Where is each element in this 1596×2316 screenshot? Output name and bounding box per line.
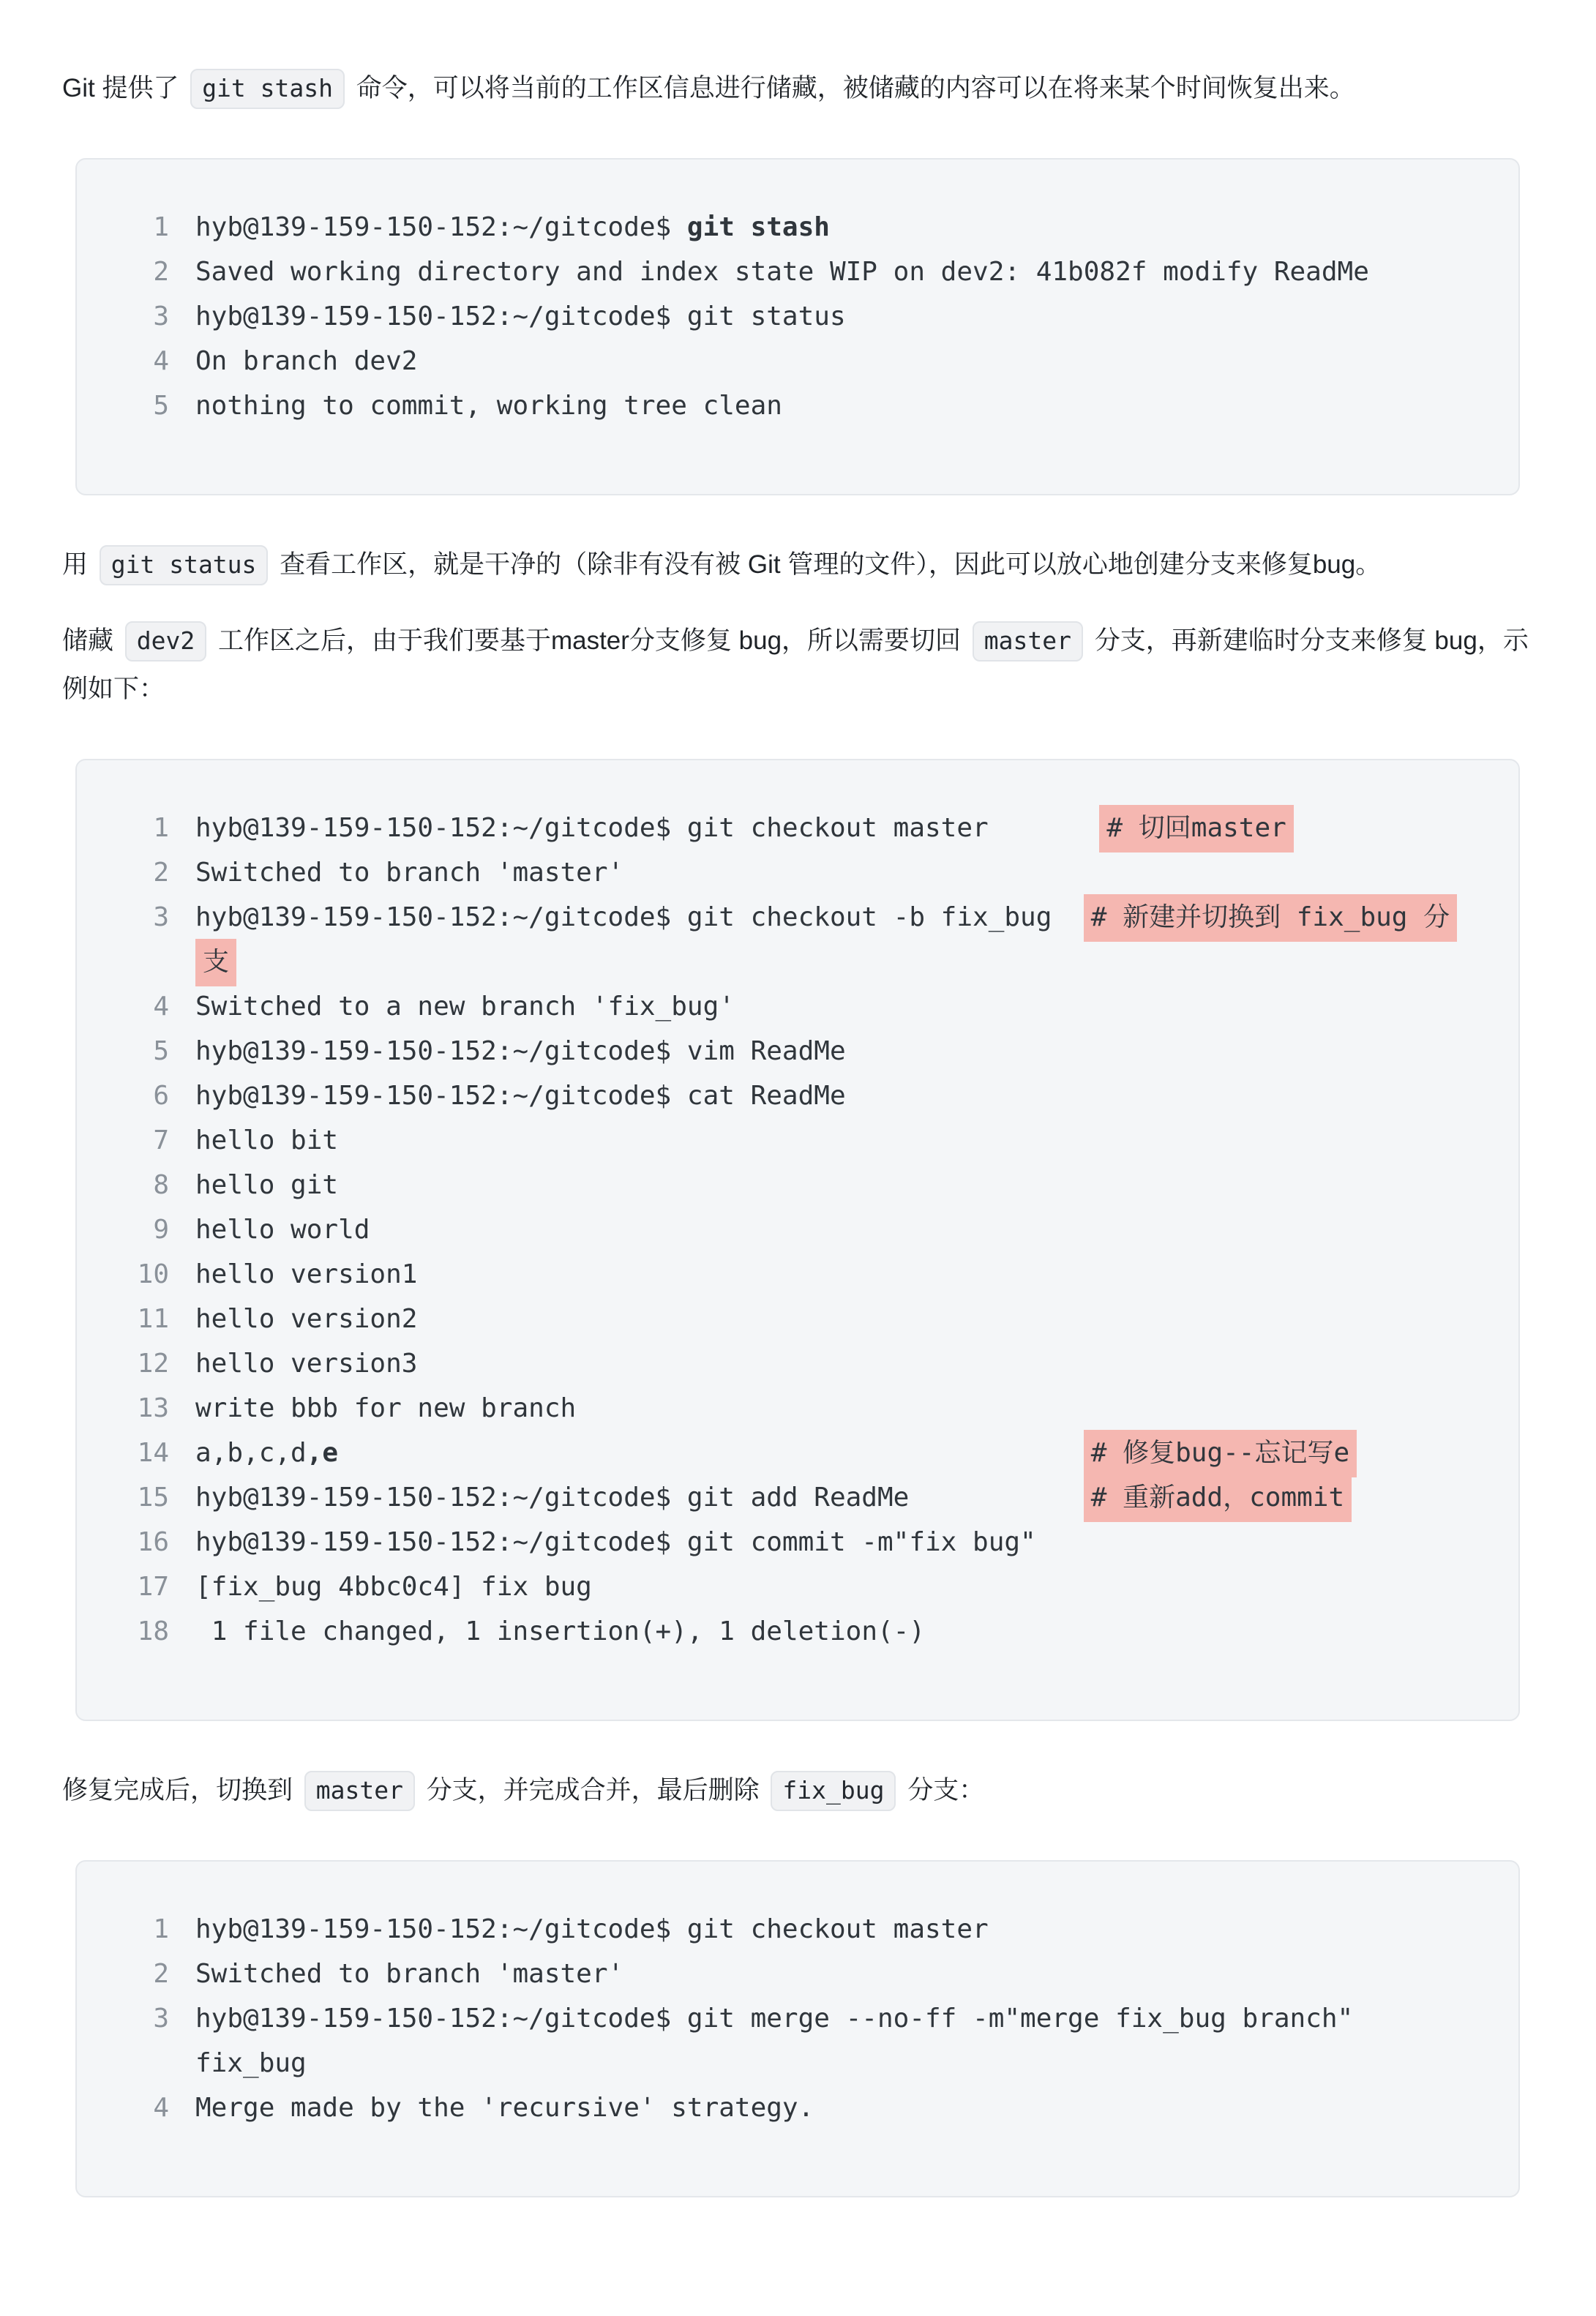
code-text bbox=[195, 895, 1491, 940]
code-line bbox=[77, 1252, 1491, 1297]
paragraph-text: 分支： bbox=[900, 1776, 985, 1805]
code-line bbox=[77, 1431, 1491, 1475]
line-number: 14 bbox=[137, 1438, 169, 1468]
code-line bbox=[77, 1073, 1491, 1118]
code-text bbox=[195, 1952, 1491, 1996]
line-number: 1 bbox=[153, 813, 169, 843]
code-segment: On branch dev2 bbox=[195, 346, 418, 376]
code-segment: write bbb for new branch bbox=[195, 1393, 577, 1423]
code-text bbox=[195, 2041, 1491, 2085]
code-segment: hyb@139-159-150-152:~/gitcode$ git status bbox=[195, 301, 846, 331]
paragraph-text: 工作区之后，由于我们要基于master分支修复 bug，所以需要切回 bbox=[211, 626, 968, 655]
code-line bbox=[77, 984, 1491, 1029]
code-segment: Saved working directory and index state WIP on dev2: 41b082f modify ReadMe bbox=[195, 257, 1369, 287]
code-segment: git stash bbox=[686, 212, 830, 242]
paragraph-text: 命令，可以将当前的工作区信息进行储藏，被储藏的内容可以在将来某个时间恢复出来。 bbox=[349, 74, 1355, 102]
code-line bbox=[77, 339, 1491, 383]
code-line bbox=[77, 1029, 1491, 1073]
comment-highlight: # 重新add，commit bbox=[1084, 1474, 1352, 1522]
paragraph-switch-master bbox=[62, 617, 1533, 713]
inline-code-chip: fix_bug bbox=[771, 1771, 896, 1811]
code-line bbox=[77, 1341, 1491, 1386]
inline-code-chip: git status bbox=[100, 545, 269, 585]
paragraph-git-status bbox=[62, 541, 1533, 589]
code-text bbox=[195, 2085, 1491, 2130]
inline-code-chip: dev2 bbox=[125, 621, 206, 662]
paragraph-merge-delete bbox=[62, 1766, 1533, 1815]
line-number: 17 bbox=[137, 1572, 169, 1602]
comment-highlight: # 新建并切换到 fix_bug 分 bbox=[1084, 894, 1457, 942]
line-number: 15 bbox=[137, 1483, 169, 1513]
code-text bbox=[195, 984, 1491, 1029]
code-segment: [fix_bug 4bbc0c4] fix bug bbox=[195, 1572, 592, 1602]
code-segment: hello version1 bbox=[195, 1259, 418, 1289]
code-segment: hyb@139-159-150-152:~/gitcode$ cat ReadMe bbox=[195, 1081, 846, 1111]
code-segment: hyb@139-159-150-152:~/gitcode$ git merge --no-ff -m"merge fix_bug branch" bbox=[195, 2004, 1354, 2034]
code-text bbox=[195, 383, 1491, 428]
code-text bbox=[195, 294, 1491, 339]
code-line bbox=[77, 1520, 1491, 1564]
code-segment: Switched to branch 'master' bbox=[195, 1959, 624, 1989]
line-number: 4 bbox=[153, 346, 169, 376]
line-number: 4 bbox=[153, 992, 169, 1022]
code-text bbox=[195, 1341, 1491, 1386]
code-segment: hello world bbox=[195, 1215, 370, 1245]
code-segment: hyb@139-159-150-152:~/gitcode$ git commit -m"fix bug" bbox=[195, 1527, 1036, 1557]
code-text bbox=[195, 1431, 1491, 1475]
line-number: 1 bbox=[153, 212, 169, 242]
code-segment: hello bit bbox=[195, 1125, 339, 1155]
code-segment: hello git bbox=[195, 1170, 339, 1200]
line-number: 3 bbox=[153, 902, 169, 932]
line-number: 2 bbox=[153, 1959, 169, 1989]
code-text bbox=[195, 1386, 1491, 1431]
code-text bbox=[195, 1996, 1491, 2041]
code-text bbox=[195, 1609, 1491, 1654]
code-segment: a,b,c,d bbox=[195, 1438, 307, 1468]
code-line bbox=[77, 294, 1491, 339]
code-line bbox=[77, 205, 1491, 250]
code-line bbox=[77, 1386, 1491, 1431]
line-number: 2 bbox=[153, 858, 169, 888]
code-line bbox=[77, 1609, 1491, 1654]
code-line bbox=[77, 806, 1491, 850]
line-number: 9 bbox=[153, 1215, 169, 1245]
code-segment: hyb@139-159-150-152:~/gitcode$ git checkout -b fix_bug bbox=[195, 902, 1084, 932]
code-segment: hyb@139-159-150-152:~/gitcode$ git add ReadMe bbox=[195, 1483, 1084, 1513]
code-text bbox=[195, 1475, 1491, 1520]
code-segment: fix_bug bbox=[195, 2048, 307, 2078]
line-number: 8 bbox=[153, 1170, 169, 1200]
paragraph-text: 用 bbox=[62, 550, 95, 579]
code-block-fix-bug bbox=[75, 759, 1520, 1721]
line-number: 7 bbox=[153, 1125, 169, 1155]
code-text bbox=[195, 205, 1491, 250]
code-segment: Switched to branch 'master' bbox=[195, 858, 624, 888]
code-text bbox=[195, 250, 1491, 294]
code-segment: ,e bbox=[306, 1438, 339, 1468]
paragraph-text: 分支，并完成合并，最后删除 bbox=[419, 1776, 767, 1805]
line-number: 11 bbox=[137, 1304, 169, 1334]
code-segment: hyb@139-159-150-152:~/gitcode$ git checkout master bbox=[195, 1914, 989, 1944]
code-block-merge bbox=[75, 1860, 1520, 2197]
code-line bbox=[77, 1297, 1491, 1341]
code-segment: 1 file changed, 1 insertion(+), 1 deletion(-) bbox=[195, 1616, 926, 1646]
code-text bbox=[195, 850, 1491, 895]
paragraph-text: 分支，再新建临时分支来修复 bug，示例如下： bbox=[62, 626, 1529, 703]
code-segment: hello version2 bbox=[195, 1304, 418, 1334]
code-line bbox=[77, 850, 1491, 895]
code-line bbox=[77, 1475, 1491, 1520]
inline-code-chip: master bbox=[973, 621, 1083, 662]
paragraph-text: 储藏 bbox=[62, 626, 121, 655]
code-line bbox=[77, 940, 1491, 984]
code-segment bbox=[338, 1438, 1084, 1468]
code-line bbox=[77, 1564, 1491, 1609]
line-number: 12 bbox=[137, 1349, 169, 1379]
line-number: 10 bbox=[137, 1259, 169, 1289]
code-segment: hello version3 bbox=[195, 1349, 418, 1379]
code-line bbox=[77, 1952, 1491, 1996]
line-number: 16 bbox=[137, 1527, 169, 1557]
paragraph-text: Git 提供了 bbox=[62, 74, 187, 102]
code-segment: hyb@139-159-150-152:~/gitcode$ vim ReadMe bbox=[195, 1036, 846, 1066]
code-text bbox=[195, 1564, 1491, 1609]
code-line bbox=[77, 2041, 1491, 2085]
code-text bbox=[195, 1163, 1491, 1207]
code-text bbox=[195, 1297, 1491, 1341]
comment-highlight: # 修复bug--忘记写e bbox=[1084, 1430, 1357, 1477]
line-number: 5 bbox=[153, 1036, 169, 1066]
code-text bbox=[195, 1029, 1491, 1073]
code-text bbox=[195, 1252, 1491, 1297]
paragraph-intro-stash bbox=[62, 64, 1533, 113]
code-text bbox=[195, 1118, 1491, 1163]
code-text bbox=[195, 1520, 1491, 1564]
inline-code-chip: master bbox=[304, 1771, 415, 1811]
code-line bbox=[77, 2085, 1491, 2130]
code-line bbox=[77, 1996, 1491, 2041]
code-segment: hyb@139-159-150-152:~/gitcode$ git checkout master bbox=[195, 813, 1100, 843]
line-number: 2 bbox=[153, 257, 169, 287]
code-text bbox=[195, 1207, 1491, 1252]
code-segment: nothing to commit, working tree clean bbox=[195, 391, 782, 421]
code-line bbox=[77, 895, 1491, 940]
code-text bbox=[195, 1073, 1491, 1118]
comment-highlight: # 切回master bbox=[1099, 805, 1293, 852]
code-line bbox=[77, 250, 1491, 294]
line-number: 1 bbox=[153, 1914, 169, 1944]
code-line bbox=[77, 1207, 1491, 1252]
code-text bbox=[195, 940, 1491, 984]
code-line bbox=[77, 1118, 1491, 1163]
line-number: 3 bbox=[153, 2004, 169, 2034]
line-number: 6 bbox=[153, 1081, 169, 1111]
code-line bbox=[77, 1907, 1491, 1952]
code-text bbox=[195, 339, 1491, 383]
line-number: 3 bbox=[153, 301, 169, 331]
line-number: 18 bbox=[137, 1616, 169, 1646]
inline-code-chip: git stash bbox=[190, 69, 345, 109]
paragraph-text: 查看工作区，就是干净的（除非有没有被 Git 管理的文件），因此可以放心地创建分支来修复bug。 bbox=[272, 550, 1382, 579]
code-text bbox=[195, 806, 1491, 850]
code-segment: Merge made by the 'recursive' strategy. bbox=[195, 2093, 814, 2123]
comment-highlight: 支 bbox=[195, 939, 236, 986]
code-segment: hyb@139-159-150-152:~/gitcode$ bbox=[195, 212, 687, 242]
line-number: 5 bbox=[153, 391, 169, 421]
code-line bbox=[77, 383, 1491, 428]
line-number: 13 bbox=[137, 1393, 169, 1423]
line-number: 4 bbox=[153, 2093, 169, 2123]
code-text bbox=[195, 1907, 1491, 1952]
code-line bbox=[77, 1163, 1491, 1207]
code-block-git-stash bbox=[75, 158, 1520, 495]
paragraph-text: 修复完成后，切换到 bbox=[62, 1776, 300, 1805]
code-segment: Switched to a new branch 'fix_bug' bbox=[195, 992, 735, 1022]
